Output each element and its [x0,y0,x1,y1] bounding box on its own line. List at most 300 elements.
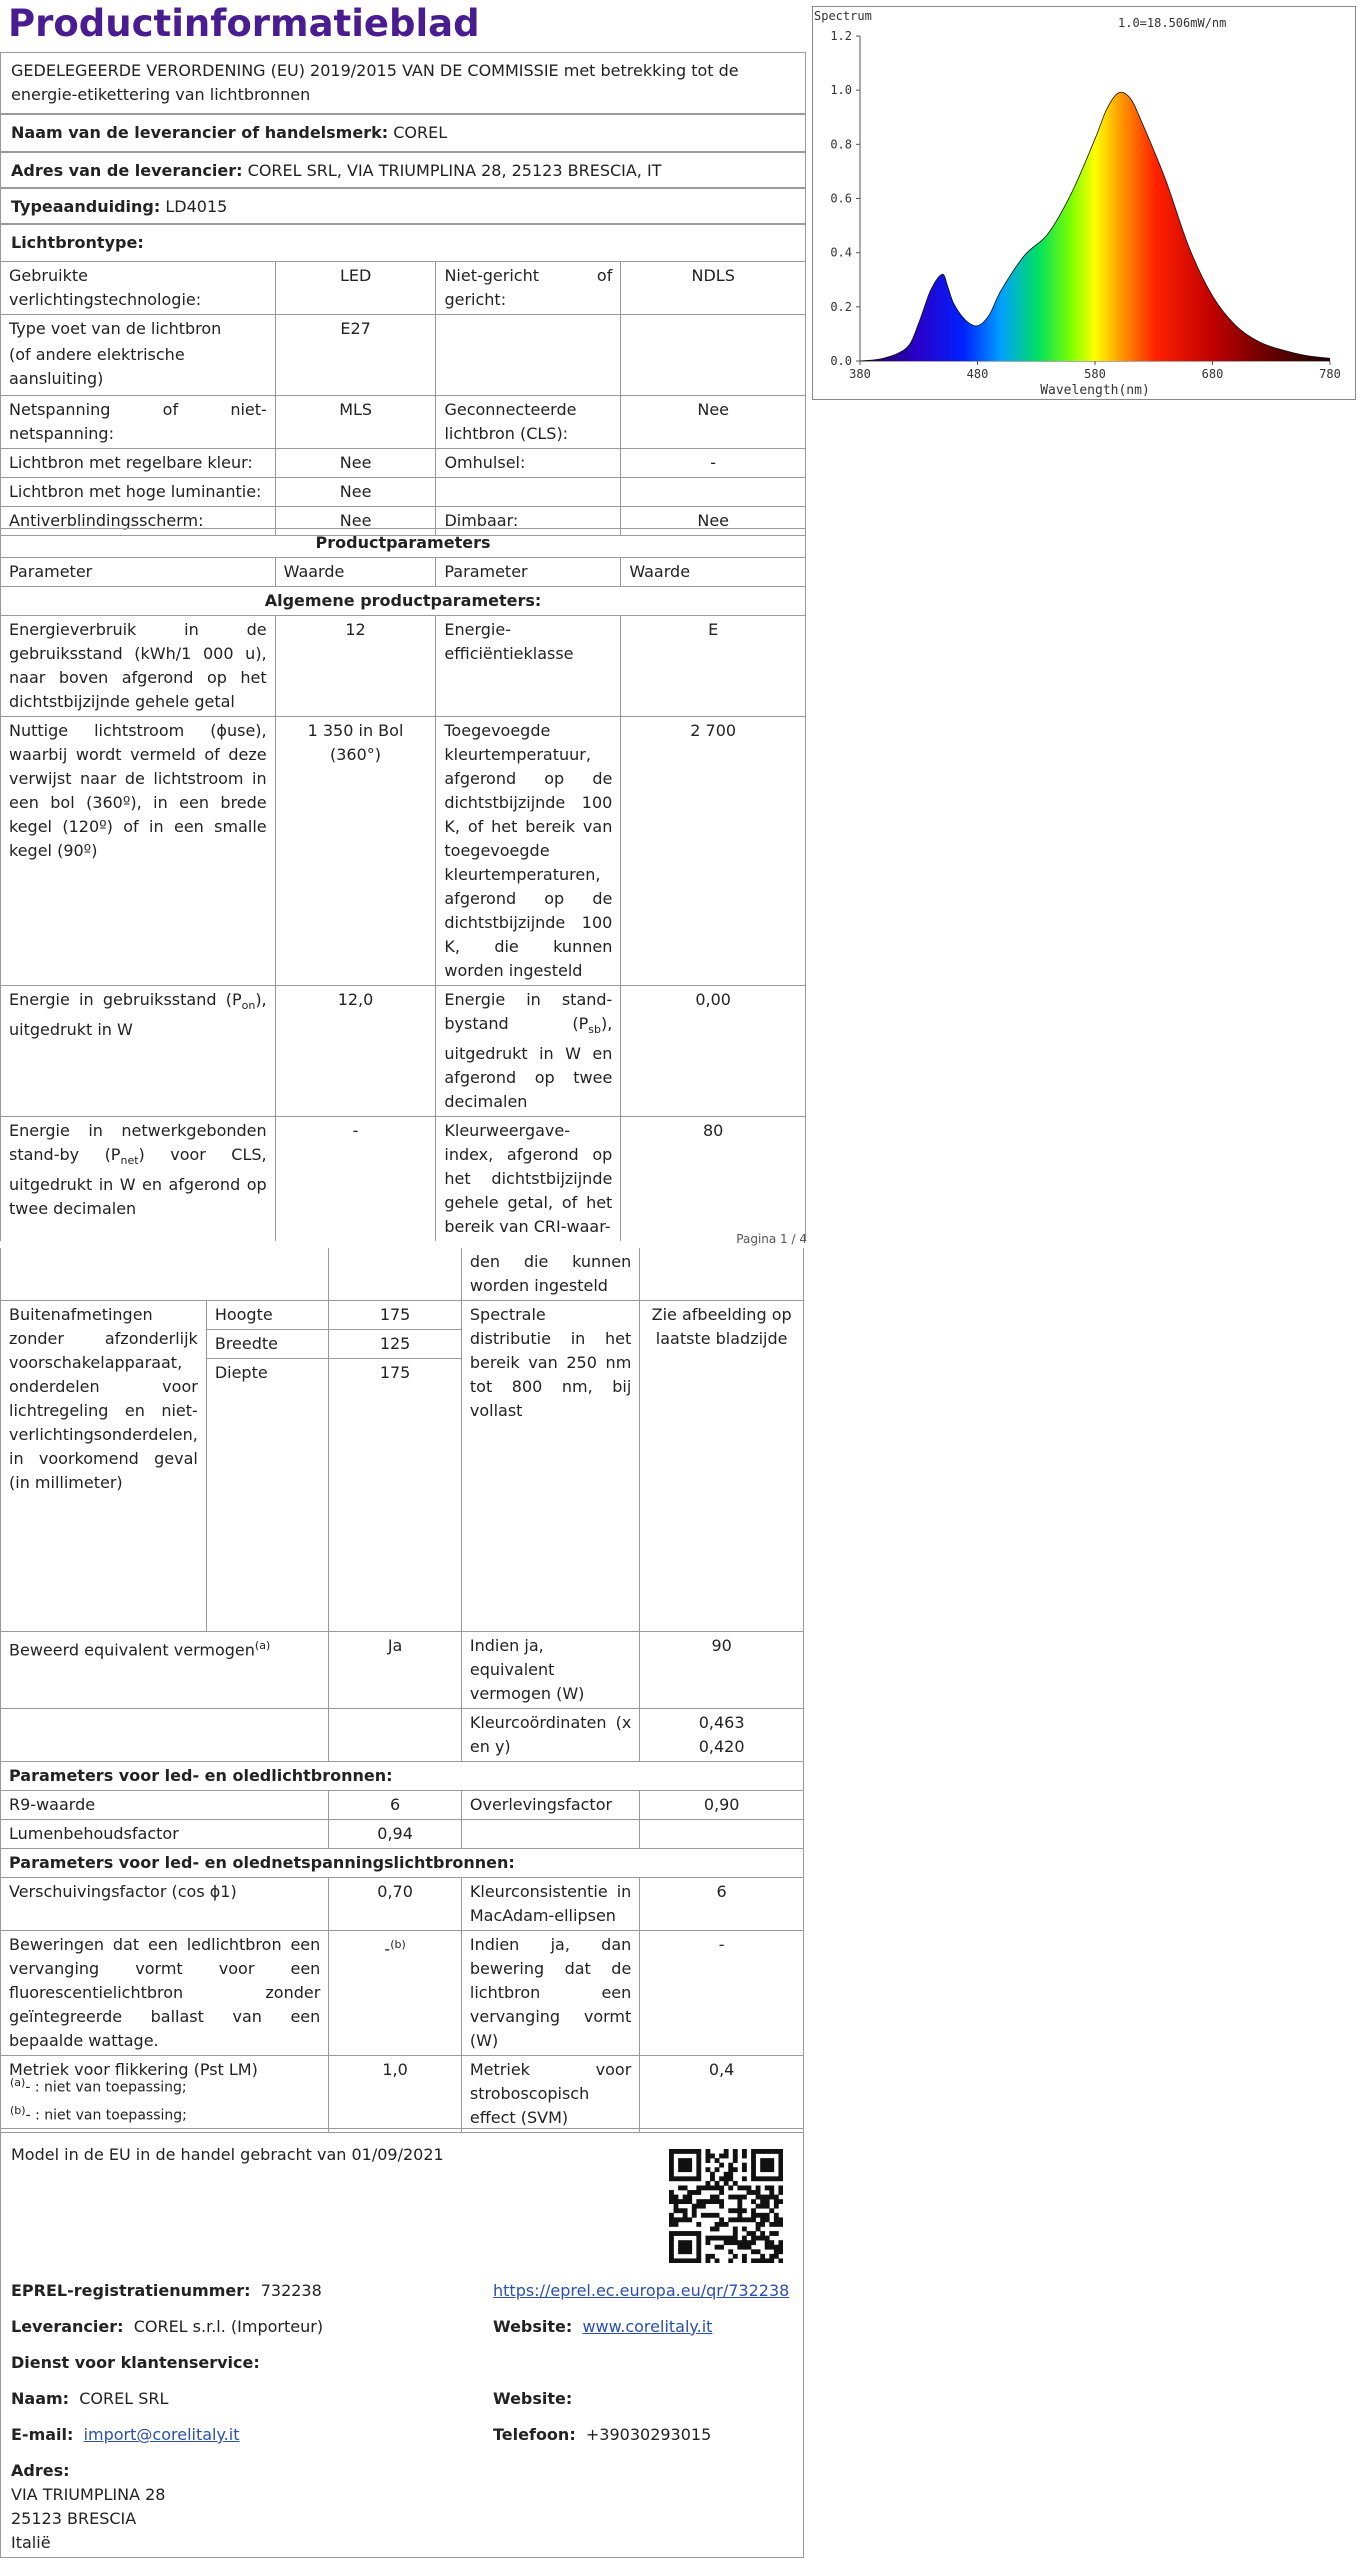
qr-module [765,2217,770,2222]
dim-height-label: Hoogte [206,1301,328,1330]
qr-module [669,2163,674,2168]
qr-module [715,2227,720,2232]
qr-module [765,2240,770,2245]
fluo-watt-value: - [640,1930,804,2055]
qr-module [769,2158,774,2163]
qr-module [728,2176,733,2181]
qr-module [674,2204,679,2209]
name-label: Naam: [11,2389,70,2408]
qr-module [774,2222,779,2227]
qr-module [778,2176,783,2181]
qr-module [674,2149,679,2154]
qr-module [733,2208,738,2213]
x-tick-label: 580 [1084,367,1106,381]
footnote-a-text: : niet van toepassing; [30,2079,187,2096]
qr-module [674,2258,679,2263]
pp-psb-sub: sb [588,1023,601,1037]
cos-value: 0,70 [329,1877,462,1930]
pp-pon-b: ), uitgedrukt in W [9,990,267,1040]
qr-module [778,2258,783,2263]
qr-module [765,2199,770,2204]
qr-module [756,2222,761,2227]
dim-empty-1 [206,1387,328,1631]
qr-module [715,2185,720,2190]
qr-module [678,2258,683,2263]
addr-line3: Italië [11,2533,51,2552]
qr-module [751,2217,756,2222]
dim-height-value: 175 [329,1301,462,1330]
qr-module [710,2236,715,2241]
y-tick-label: 1.2 [830,29,852,43]
qr-module [683,2185,688,2190]
qr-module [715,2195,720,2200]
qr-module [742,2185,747,2190]
qr-module [742,2208,747,2213]
qr-module [756,2258,761,2263]
qr-module [756,2227,761,2232]
qr-module [683,2258,688,2263]
qr-module [687,2167,692,2172]
qr-module [728,2172,733,2177]
qr-module [669,2236,674,2241]
pp-energy-value: 12 [275,616,436,717]
qr-module [678,2199,683,2204]
qr-module [774,2204,779,2209]
qr-module [728,2208,733,2213]
qr-module [765,2185,770,2190]
qr-module [774,2245,779,2250]
addr-line2: 25123 BRESCIA [11,2509,137,2528]
web-link[interactable]: www.corelitaly.it [582,2317,713,2336]
qr-module [687,2249,692,2254]
qr-module [765,2204,770,2209]
page-title: Productinformatieblad [8,2,480,45]
qr-module [751,2176,756,2181]
footnote-b-text: : niet van toepassing; [30,2107,187,2124]
qr-module [687,2217,692,2222]
qr-module [765,2176,770,2181]
qr-module [733,2236,738,2241]
qr-module [760,2167,765,2172]
pp-pon-a: Energie in gebruiksstand (P [9,990,242,1009]
dim-width-value: 125 [329,1330,462,1359]
y-tick-label: 0.4 [830,245,852,260]
survival-value: 0,90 [640,1790,804,1819]
qr-module [733,2158,738,2163]
qr-module [737,2245,742,2250]
qr-module [742,2258,747,2263]
lt-empty-3 [436,478,621,507]
qr-module [705,2149,710,2154]
mains-header: Parameters voor led- en olednetspanningslichtbronnen: [1,1848,804,1877]
qr-module [728,2185,733,2190]
qr-module [683,2195,688,2200]
qr-module [737,2208,742,2213]
qr-module [747,2240,752,2245]
qr-module [724,2154,729,2159]
qr-module [669,2190,674,2195]
x-axis-label: Wavelength(nm) [1040,383,1150,398]
qr-module [719,2176,724,2181]
x-tick-label: 480 [966,367,989,381]
qr-module [737,2217,742,2222]
qr-module [692,2204,697,2209]
eprel-link[interactable]: https://eprel.ec.europa.eu/qr/732238 [493,2281,790,2300]
qr-module [683,2245,688,2250]
pp-cct-value: 2 700 [621,717,806,986]
qr-module [778,2154,783,2159]
pp-pnet-value: - [275,1117,436,1242]
qr-module [756,2249,761,2254]
qr-module [678,2167,683,2172]
qr-module [769,2222,774,2227]
qr-module [760,2199,765,2204]
qr-module [705,2181,710,2186]
qr-module [769,2185,774,2190]
qr-module [678,2149,683,2154]
qr-module [696,2236,701,2241]
web2-label: Website: [493,2389,573,2408]
qr-module [733,2217,738,2222]
lt-glare-label: Antiverblindingsscherm: [1,507,276,536]
qr-module [751,2240,756,2245]
qr-module [669,2167,674,2172]
page-number: Pagina 1 / 4 [736,1232,807,1246]
qr-module [696,2258,701,2263]
lightsource-table [0,261,806,536]
pp-flux-value: 1 350 in Bol (360°) [275,717,436,986]
lt-cls-label: Geconnecteerde lichtbron (CLS): [436,396,621,449]
qr-module [774,2231,779,2236]
eprel-value: 732238 [260,2281,322,2300]
qr-module [751,2163,756,2168]
qr-module [778,2245,783,2250]
email-label: E-mail: [11,2425,74,2444]
qr-module [747,2185,752,2190]
qr-module [696,2149,701,2154]
cos-label: Verschuivingsfactor (cos ϕ1) [1,1877,329,1930]
xy-value [640,1708,804,1761]
qr-module [692,2213,697,2218]
qr-module [778,2149,783,2154]
qr-module [733,2195,738,2200]
qr-module [701,2204,706,2209]
qr-module [687,2163,692,2168]
qr-module [710,2213,715,2218]
cont-empty-3 [640,1248,804,1301]
qr-module [778,2199,783,2204]
qr-module [737,2240,742,2245]
qr-module [683,2249,688,2254]
qr-module [674,2217,679,2222]
lt-mains-value: MLS [275,396,436,449]
qr-module [719,2245,724,2250]
tel-value: +39030293015 [585,2425,712,2444]
qr-module [760,2195,765,2200]
eq-watt-label: Indien ja, equivalent vermogen (W) [461,1631,639,1708]
qr-module [765,2236,770,2241]
qr-module [751,2249,756,2254]
qr-module [778,2185,783,2190]
qr-module [774,2254,779,2259]
y-tick-label: 1.0 [830,83,852,98]
qr-module [669,2254,674,2259]
qr-module [710,2227,715,2232]
qr-module [778,2222,783,2227]
qr-module [724,2172,729,2177]
qr-module [733,2154,738,2159]
qr-module [737,2199,742,2204]
qr-module [719,2163,724,2168]
qr-module [747,2245,752,2250]
qr-module [715,2181,720,2186]
qr-module [719,2185,724,2190]
qr-module [728,2195,733,2200]
eq-label [1,1631,329,1708]
qr-module [669,2195,674,2200]
qr-module [756,2204,761,2209]
qr-module [747,2217,752,2222]
lt-tech-value: LED [275,262,436,315]
qr-module [742,2167,747,2172]
qr-module [705,2236,710,2241]
lev-row [11,2317,323,2336]
footer-box [0,2128,804,2558]
qr-module [724,2176,729,2181]
qr-module [765,2258,770,2263]
footnote-a [10,2076,187,2096]
qr-module [678,2185,683,2190]
cont-empty-1 [1,1248,329,1301]
qr-module [715,2167,720,2172]
xy-empty-1 [1,1708,329,1761]
qr-module [728,2240,733,2245]
qr-module [769,2176,774,2181]
qr-module [742,2236,747,2241]
qr-module [678,2217,683,2222]
qr-module [765,2158,770,2163]
r9-label: R9-waarde [1,1790,329,1819]
lt-cap-label [1,315,276,396]
qr-module [765,2167,770,2172]
qr-module [705,2199,710,2204]
qr-module [669,2154,674,2159]
product-params-table-cont [0,1248,804,2133]
y-tick-label: 0.0 [830,354,852,368]
qr-module [696,2254,701,2259]
lt-empty-1 [436,315,621,396]
qr-module [692,2258,697,2263]
qr-module [705,2154,710,2159]
qr-module [696,2231,701,2236]
qr-module [674,2231,679,2236]
qr-module [728,2217,733,2222]
qr-module [742,2163,747,2168]
web-row [493,2317,712,2336]
pp-pnet-a: Energie in netwerkgebonden stand-by (P [9,1121,267,1165]
qr-module [705,2167,710,2172]
qr-module [769,2254,774,2259]
qr-module [760,2204,765,2209]
qr-module [751,2190,756,2195]
qr-module [751,2213,756,2218]
cont-empty-2 [329,1248,462,1301]
qr-module [724,2240,729,2245]
fluo-value [329,1930,462,2055]
y-tick-label: 0.2 [830,299,852,314]
addr-line1: VIA TRIUMPLINA 28 [11,2485,166,2504]
qr-module [737,2213,742,2218]
qr-module [733,2240,738,2245]
qr-module [669,2249,674,2254]
qr-module [692,2149,697,2154]
subtitle [0,52,806,114]
qr-module [724,2222,729,2227]
qr-module [728,2236,733,2241]
qr-module [760,2217,765,2222]
lt-envelope-value: - [621,449,806,478]
qr-module [715,2245,720,2250]
product-params-table [0,528,806,1241]
footnote-b-dash: - [25,2107,31,2124]
supplier-label: Naam van de leverancier of handelsmerk: [11,123,389,142]
pp-pnet-sub: net [120,1154,139,1168]
qr-module [724,2149,729,2154]
qr-module [696,2172,701,2177]
qr-module [683,2163,688,2168]
email-row [11,2425,239,2444]
pp-title: Productparameters [1,529,806,558]
lt-tech-label: Gebruikte verlichtingstechnologie: [1,262,276,315]
lt-envelope-label: Omhulsel: [436,449,621,478]
macadam-label: Kleurconsistentie in MacAdam-ellipsen [461,1877,639,1930]
service-header: Dienst voor klantenservice: [11,2353,260,2372]
led-header: Parameters voor led- en oledlichtbronnen: [1,1761,804,1790]
pp-h-param2: Parameter [436,558,621,587]
qr-module [778,2167,783,2172]
qr-module [778,2217,783,2222]
qr-module [705,2254,710,2259]
qr-module [701,2185,706,2190]
qr-module [760,2149,765,2154]
qr-module [778,2249,783,2254]
qr-module [687,2258,692,2263]
qr-module [692,2231,697,2236]
qr-module [696,2245,701,2250]
qr-module [742,2217,747,2222]
qr-module [683,2231,688,2236]
qr-module [737,2204,742,2209]
qr-module [742,2240,747,2245]
qr-module [696,2158,701,2163]
pp-flux-label: Nuttige lichtstroom (ϕuse), waarbij wordt vermeld of deze verwijst naar de lichtstroom in een bol (360º), in een brede kegel (120º) of in een smalle kegel (90º) [1,717,276,986]
pp-h-value1: Waarde [275,558,436,587]
pp-h-value2: Waarde [621,558,806,587]
pp-pon-label [1,986,276,1117]
qr-module [683,2158,688,2163]
qr-module [719,2154,724,2159]
qr-module [683,2208,688,2213]
qr-module [719,2204,724,2209]
qr-module [678,2158,683,2163]
pp-h-param1: Parameter [1,558,276,587]
lev-value: COREL s.r.l. (Importeur) [133,2317,324,2336]
qr-module [728,2258,733,2263]
address-value: COREL SRL, VIA TRIUMPLINA 28, 25123 BRESCIA, IT [247,161,662,180]
qr-module [669,2231,674,2236]
eq-footnote: (a) [254,1638,271,1652]
qr-module [705,2240,710,2245]
lt-colour-label: Lichtbron met regelbare kleur: [1,449,276,478]
qr-module [669,2158,674,2163]
qr-module [705,2258,710,2263]
qr-module [733,2167,738,2172]
qr-module [701,2199,706,2204]
qr-module [678,2163,683,2168]
qr-module [742,2245,747,2250]
qr-module [765,2213,770,2218]
qr-module [678,2245,683,2250]
pp-class-value: E [621,616,806,717]
qr-module [696,2185,701,2190]
qr-module [760,2163,765,2168]
pp-cri-value: 80 [621,1117,806,1242]
qr-module [674,2199,679,2204]
lumen-value: 0,94 [329,1819,462,1848]
qr-modules [669,2149,783,2263]
qr-module [674,2195,679,2200]
qr-module [696,2190,701,2195]
qr-module [687,2240,692,2245]
x-tick-label: 380 [849,367,871,381]
qr-module [715,2213,720,2218]
supplier-value: COREL [393,123,448,142]
market-date: Model in de EU in de handel gebracht van 01/09/2021 [11,2145,444,2164]
qr-module [701,2213,706,2218]
qr-module [756,2236,761,2241]
qr-module [692,2176,697,2181]
qr-module [760,2176,765,2181]
qr-module [769,2258,774,2263]
qr-module [769,2208,774,2213]
fluo-label: Beweringen dat een ledlichtbron een vervanging vormt voor een fluorescentielichtbron zonder geïntegreerde ballast van een bepaalde wattage. [1,1930,329,2055]
qr-module [696,2154,701,2159]
lumen-empty-2 [640,1819,804,1848]
qr-module [760,2158,765,2163]
qr-module [756,2195,761,2200]
qr-module [692,2190,697,2195]
subtitle-text: GEDELEGEERDE VERORDENING (EU) 2019/2015 VAN DE COMMISSIE met betrekking tot de energie-etikettering van lichtbronnen [11,61,739,104]
dim-depth-value: 175 [329,1359,462,1388]
qr-module [737,2185,742,2190]
qr-module [687,2190,692,2195]
svm-value: 0,4 [640,2055,804,2132]
qr-module [765,2245,770,2250]
qr-module [674,2208,679,2213]
qr-module [769,2245,774,2250]
qr-module [710,2176,715,2181]
email-link[interactable]: import@corelitaly.it [83,2425,240,2444]
qr-module [760,2213,765,2218]
lt-glare-value: Nee [275,507,436,536]
qr-module [728,2163,733,2168]
qr-module [733,2227,738,2232]
r9-value: 6 [329,1790,462,1819]
qr-module [715,2222,720,2227]
qr-module [765,2149,770,2154]
qr-module [692,2208,697,2213]
dim-depth-label: Diepte [206,1359,328,1388]
